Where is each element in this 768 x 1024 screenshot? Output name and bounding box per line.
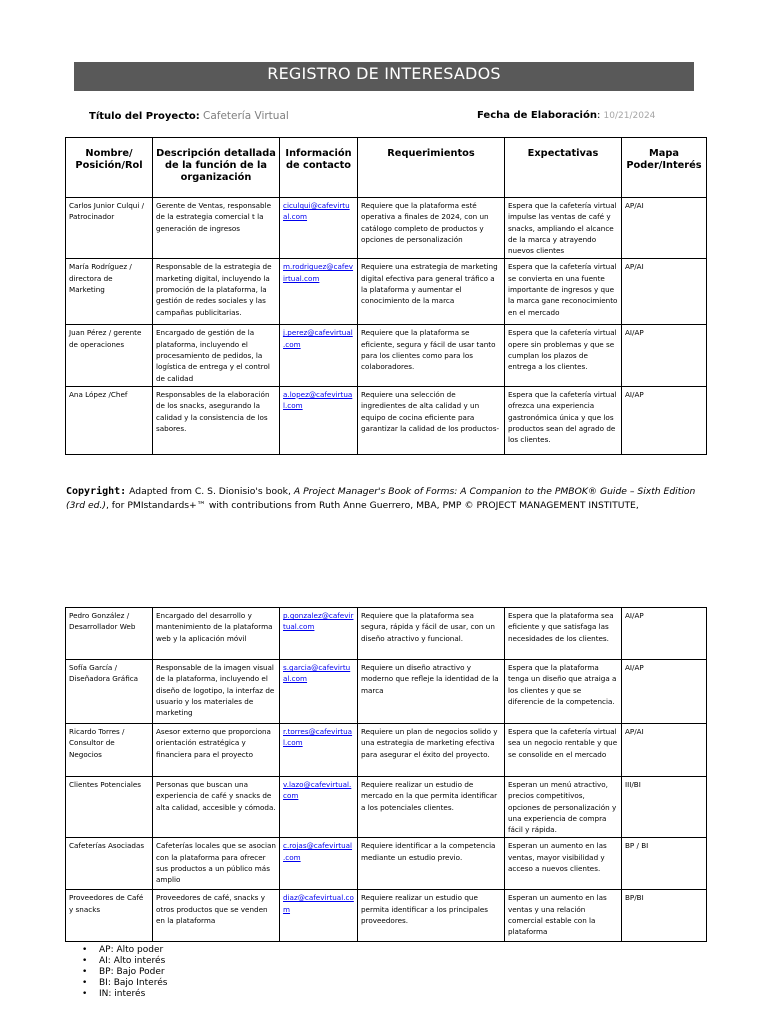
legend-item: • AI: Alto interés xyxy=(82,956,167,967)
requirements-cell: Requiere un diseño atractivo y moderno que refleje la identidad de la marca xyxy=(358,660,505,724)
table-row xyxy=(66,198,707,259)
requirements-cell: Requiere que la plataforma sea segura, rápida y fácil de usar, con un diseño atractivo y funcional. xyxy=(358,608,505,660)
legend-item: • BP: Bajo Poder xyxy=(82,967,167,978)
stakeholder-table-page1 xyxy=(65,137,707,455)
power-interest-cell: AP/AI xyxy=(622,724,707,777)
contact-email-link[interactable]: v.lazo@cafevirtual.com xyxy=(283,780,352,801)
requirements-cell: Requiere realizar un estudio de mercado en la que permita identificar a los potenciales clientes. xyxy=(358,777,505,838)
contact-email-cell xyxy=(280,325,358,386)
header-requirements: Requerimientos xyxy=(358,138,505,198)
table-row xyxy=(66,259,707,325)
power-interest-cell: AI/AP xyxy=(622,608,707,660)
requirements-cell: Requiere un plan de negocios solido y una estrategia de marketing efectiva para asegurar el éxito del proyecto. xyxy=(358,724,505,777)
requirements-cell: Requiere una estrategia de marketing digital efectiva para general tráfico a la plataforma y aumentar el conocimiento de la marca xyxy=(358,259,505,325)
stakeholder-name-cell: Cafeterías Asociadas xyxy=(66,838,153,890)
stakeholder-name-cell: Juan Pérez / gerente de operaciones xyxy=(66,325,153,386)
table-row xyxy=(66,386,707,454)
expectations-cell: Esperan un menú atractivo, precios competitivos, opciones de personalización y una experiencia de compra fácil y rápida. xyxy=(505,777,622,838)
expectations-cell: Espera que la cafetería virtual sea un negocio rentable y que se consolide en el mercado xyxy=(505,724,622,777)
expectations-cell: Espera que la cafetería virtual ofrezca una experiencia gastronómica única y que los productos sean del agrado de los clientes. xyxy=(505,386,622,454)
contact-email-link[interactable]: m.rodriguez@cafevirtual.com xyxy=(283,262,354,283)
table-row xyxy=(66,777,707,838)
copyright-book-title: A Project Manager's Book of Forms: A Companion to the PMBOK® Guide – Sixth Edition (3rd ed.) xyxy=(66,486,696,511)
project-title-label: Título del Proyecto: xyxy=(89,111,200,122)
power-interest-legend xyxy=(82,945,167,1000)
legend-item: • AP: Alto poder xyxy=(82,945,167,956)
contact-email-cell xyxy=(280,660,358,724)
legend-item: • IN: interés xyxy=(82,989,167,1000)
requirements-cell: Requiere realizar un estudio que permita identificar a los principales proveedores. xyxy=(358,890,505,942)
requirements-cell: Requiere una selección de ingredientes de alta calidad y un equipo de cocina eficiente para garantizar la calidad de los productos- xyxy=(358,386,505,454)
contact-email-cell xyxy=(280,259,358,325)
contact-email-link: p.gonzalez@cafevirtual.com xyxy=(283,611,354,632)
role-description-cell: Encargado de gestión de la plataforma, incluyendo el procesamiento de pedidos, la logística de entrega y el control de calidad xyxy=(153,325,280,386)
role-description-cell: Personas que buscan una experiencia de café y snacks de alta calidad, accesible y cómoda. xyxy=(153,777,280,838)
power-interest-cell: AI/AP xyxy=(622,386,707,454)
date-field: Fecha de Elaboración: 10/21/2024 xyxy=(477,110,656,121)
table-row xyxy=(66,660,707,724)
role-description-cell: Responsables de la elaboración de los snacks, asegurando la calidad y la consistencia de los sabores. xyxy=(153,386,280,454)
expectations-cell: Espera que la plataforma tenga un diseño que atraiga a los clientes y que se diferencie de la competencia. xyxy=(505,660,622,724)
stakeholder-name-cell: Proveedores de Café y snacks xyxy=(66,890,153,942)
stakeholder-name-cell: María Rodríguez / directora de Marketing xyxy=(66,259,153,325)
stakeholder-name-cell: Pedro González / Desarrollador Web xyxy=(66,608,153,660)
expectations-cell: Esperan un aumento en las ventas y una relación comercial estable con la plataforma xyxy=(505,890,622,942)
contact-email-link[interactable]: ciculqui@cafevirtual.com xyxy=(283,201,350,222)
contact-email-cell xyxy=(280,386,358,454)
contact-email-link[interactable]: r.torres@cafevirtual.com xyxy=(283,727,353,748)
requirements-cell: Requiere que la plataforma esté operativa a finales de 2024, con un catálogo completo de productos y opciones de personalización xyxy=(358,198,505,259)
table-header-row xyxy=(66,138,707,198)
date-label: Fecha de Elaboración xyxy=(477,110,597,121)
power-interest-cell: AP/AI xyxy=(622,198,707,259)
date-value: 10/21/2024 xyxy=(603,111,656,121)
stakeholder-name-cell: Clientes Potenciales xyxy=(66,777,153,838)
contact-email-cell xyxy=(280,838,358,890)
power-interest-cell: AI/AP xyxy=(622,660,707,724)
contact-email-link[interactable]: s.garcia@cafevirtual.com xyxy=(283,663,351,684)
copyright-notice xyxy=(66,485,706,512)
stakeholder-table-page2 xyxy=(65,607,707,942)
contact-email-cell xyxy=(280,608,358,660)
expectations-cell: Esperan un aumento en las ventas, mayor visibilidad y acceso a nuevos clientes. xyxy=(505,838,622,890)
contact-email-link[interactable]: diaz@cafevirtual.com xyxy=(283,893,354,914)
contact-email-link[interactable]: j.perez@cafevirtual.com xyxy=(283,328,353,349)
contact-email-cell xyxy=(280,724,358,777)
header-name: Nombre/ Posición/Rol xyxy=(66,138,153,198)
role-description-cell: Responsable de la imagen visual de la plataforma, incluyendo el diseño de logotipo, la interfaz de usuario y los materiales de marketing xyxy=(153,660,280,724)
header-contact: Información de contacto xyxy=(280,138,358,198)
power-interest-cell: AI/AP xyxy=(622,325,707,386)
table-row xyxy=(66,890,707,942)
role-description-cell: Proveedores de café, snacks y otros productos que se venden en la plataforma xyxy=(153,890,280,942)
stakeholder-name-cell: Ricardo Torres / Consultor de Negocios xyxy=(66,724,153,777)
contact-email-cell xyxy=(280,777,358,838)
role-description-cell: Encargado del desarrollo y mantenimiento de la plataforma web y la aplicación móvil xyxy=(153,608,280,660)
copyright-label: Copyright: xyxy=(66,486,127,497)
project-title-field xyxy=(89,110,289,122)
project-title-value: Cafetería Virtual xyxy=(202,110,289,122)
copyright-text-2: , for PMIstandards+™ with contributions from Ruth Anne Guerrero, MBA, PMP © PROJECT MANAGEMENT INSTITUTE, xyxy=(105,499,639,511)
table-row xyxy=(66,325,707,386)
legend-item: • BI: Bajo Interés xyxy=(82,978,167,989)
contact-email-cell xyxy=(280,198,358,259)
header-power-interest: Mapa Poder/Interés xyxy=(622,138,707,198)
power-interest-cell: AP/AI xyxy=(622,259,707,325)
power-interest-cell: III/BI xyxy=(622,777,707,838)
expectations-cell: Espera que la cafetería virtual se convierta en una fuente importante de ingresos y que la marca gane reconocimiento en el mercado xyxy=(505,259,622,325)
contact-email-link[interactable]: c.rojas@cafevirtual.com xyxy=(283,841,353,862)
table-row xyxy=(66,838,707,890)
table-row xyxy=(66,724,707,777)
requirements-cell: Requiere identificar a la competencia mediante un estudio previo. xyxy=(358,838,505,890)
expectations-cell: Espera que la cafetería virtual impulse las ventas de café y snacks, ampliando el alcance de la marca y atrayendo nuevos clientes xyxy=(505,198,622,259)
requirements-cell: Requiere que la plataforma se eficiente, segura y fácil de usar tanto para los clientes como para los colaboradores. xyxy=(358,325,505,386)
role-description-cell: Cafeterías locales que se asocian con la plataforma para ofrecer sus productos a un público más amplio xyxy=(153,838,280,890)
contact-email-link[interactable]: a.lopez@cafevirtual.com xyxy=(283,389,353,411)
document-title: REGISTRO DE INTERESADOS xyxy=(74,62,694,91)
expectations-cell: Espera que la plataforma sea eficiente y que satisfaga las necesidades de los clientes. xyxy=(505,608,622,660)
role-description-cell: Responsable de la estrategia de marketing digital, incluyendo la promoción de la plataforma, la gestión de redes sociales y las campañas publicitarias. xyxy=(153,259,280,325)
stakeholder-name-cell: Carlos Junior Culqui / Patrocinador xyxy=(66,198,153,259)
power-interest-cell: BP/BI xyxy=(622,890,707,942)
power-interest-cell: BP / BI xyxy=(622,838,707,890)
contact-email-cell xyxy=(280,890,358,942)
stakeholder-name-cell: Sofía García / Diseñadora Gráfica xyxy=(66,660,153,724)
table-row xyxy=(66,608,707,660)
header-expectations: Expectativas xyxy=(505,138,622,198)
role-description-cell: Asesor externo que proporciona orientación estratégica y financiera para el proyecto xyxy=(153,724,280,777)
expectations-cell: Espera que la cafetería virtual opere sin problemas y que se cumplan los plazos de entrega a los clientes. xyxy=(505,325,622,386)
role-description-cell: Gerente de Ventas, responsable de la estrategia comercial t la generación de ingresos xyxy=(153,198,280,259)
stakeholder-name-cell: Ana López /Chef xyxy=(66,386,153,454)
header-description: Descripción detallada de la función de la organización xyxy=(153,138,280,198)
copyright-text-1: Adapted from C. S. Dionisio's book, xyxy=(126,486,294,497)
